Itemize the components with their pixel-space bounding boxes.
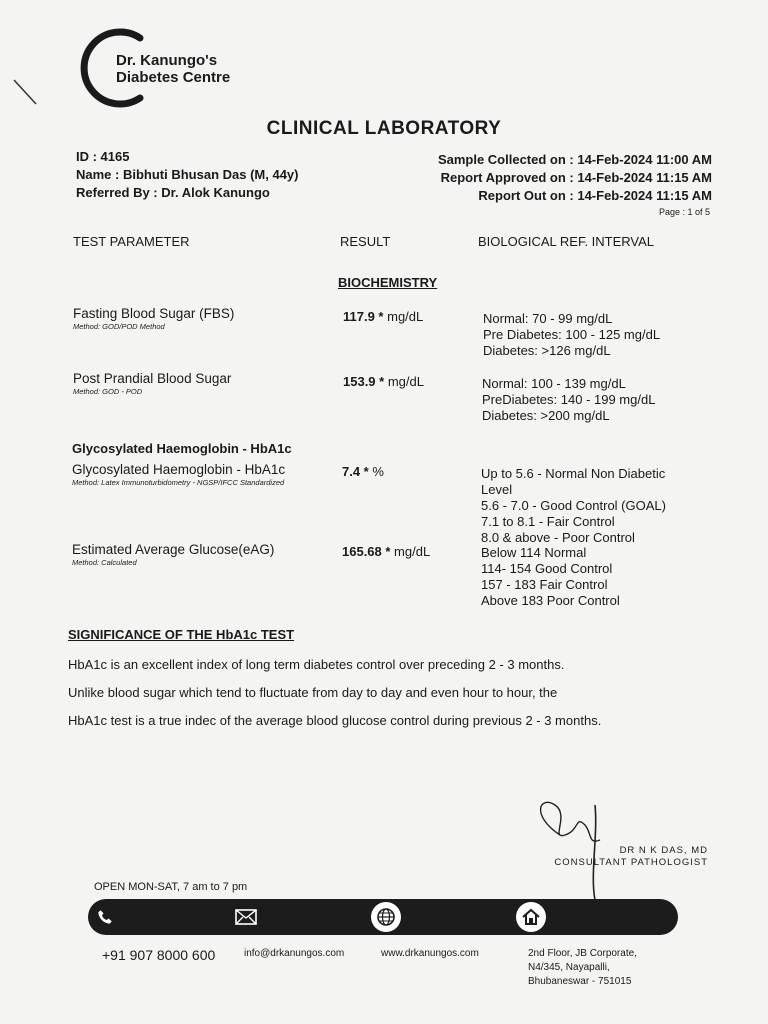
result-unit: mg/dL: [384, 374, 424, 389]
ref-interval: [481, 466, 666, 546]
ref-line: Diabetes: >126 mg/dL: [483, 343, 611, 358]
significance-line: Unlike blood sugar which tend to fluctuate from day to day and even hour to hour, the: [68, 685, 558, 700]
address-line: Bhubaneswar - 751015: [528, 976, 632, 987]
address-line: N4/345, Nayapalli,: [528, 962, 610, 973]
result-value: 153.9 *: [343, 374, 385, 389]
report-out: Report Out on : 14-Feb-2024 11:15 AM: [478, 188, 712, 203]
ref-interval: [482, 376, 655, 424]
significance-line: HbA1c is an excellent index of long term diabetes control over preceding 2 - 3 months.: [68, 657, 565, 672]
test-row: [72, 462, 285, 487]
logo-line-1: Dr. Kanungo's: [116, 52, 218, 69]
pen-mark-icon: [12, 78, 42, 108]
ref-line: Up to 5.6 - Normal Non Diabetic: [481, 466, 666, 481]
email-link[interactable]: info@drkanungos.com: [244, 948, 345, 959]
ref-line: Above 183 Poor Control: [481, 593, 620, 608]
test-method: Method: GOD/POD Method: [73, 322, 165, 331]
col-header-parameter: TEST PARAMETER: [73, 234, 190, 249]
ref-line: 8.0 & above - Poor Control: [481, 530, 635, 545]
group-title: Glycosylated Haemoglobin - HbA1c: [72, 441, 292, 456]
page-number: Page : 1 of 5: [658, 207, 710, 217]
result-value: 117.9 *: [343, 309, 384, 324]
logo: [78, 28, 258, 108]
logo-line-2: Diabetes Centre: [116, 69, 231, 86]
address: [528, 947, 637, 989]
page-title: CLINICAL LABORATORY: [266, 118, 502, 139]
test-row: [72, 542, 274, 567]
ref-line: 157 - 183 Fair Control: [481, 577, 608, 592]
result-value: 165.68 *: [342, 544, 391, 559]
opening-hours: OPEN MON-SAT, 7 am to 7 pm: [94, 881, 248, 893]
test-name: Glycosylated Haemoglobin - HbA1c: [72, 462, 286, 477]
test-row: [73, 306, 234, 331]
test-name: Estimated Average Glucose(eAG): [72, 542, 275, 557]
section-title: BIOCHEMISTRY: [338, 275, 438, 290]
signatory: [518, 845, 708, 869]
referred-by: Referred By : Dr. Alok Kanungo: [76, 185, 270, 200]
globe-icon: [371, 902, 401, 932]
test-result: [343, 309, 423, 324]
signatory-title: CONSULTANT PATHOLOGIST: [554, 857, 708, 868]
phone-icon: [90, 902, 120, 932]
test-method: Method: Latex Immunoturbidometry - NGSP/IFCC Standardized: [72, 478, 285, 487]
test-method: Method: Calculated: [72, 558, 137, 567]
ref-line: Diabetes: >200 mg/dL: [482, 408, 610, 423]
ref-line: 5.6 - 7.0 - Good Control (GOAL): [481, 498, 666, 513]
report-dates: [438, 151, 712, 205]
test-row: [73, 371, 231, 396]
mail-icon: [231, 902, 261, 932]
result-unit: mg/dL: [390, 544, 431, 559]
test-result: [342, 544, 430, 559]
result-value: 7.4 *: [342, 464, 369, 479]
ref-line: PreDiabetes: 140 - 199 mg/dL: [482, 392, 656, 407]
patient-info: [76, 148, 298, 202]
patient-id: ID : 4165: [76, 149, 130, 164]
ref-line: Level: [481, 482, 513, 497]
ref-line: Normal: 100 - 139 mg/dL: [482, 376, 626, 391]
patient-name: Name : Bibhuti Bhusan Das (M, 44y): [76, 167, 299, 182]
test-name: Fasting Blood Sugar (FBS): [73, 306, 235, 321]
ref-interval: [483, 311, 660, 359]
result-unit: %: [368, 464, 384, 479]
ref-line: 114- 154 Good Control: [481, 561, 613, 576]
significance-title: SIGNIFICANCE OF THE HbA1c TEST: [68, 627, 295, 642]
sample-collected: Sample Collected on : 14-Feb-2024 11:00 AM: [437, 152, 712, 167]
significance-line: HbA1c test is a true indec of the average blood glucose control during previous 2 - 3 months.: [68, 713, 602, 728]
phone-number[interactable]: +91 907 8000 600: [102, 947, 216, 963]
test-method: Method: GOD - POD: [73, 387, 143, 396]
address-line: 2nd Floor, JB Corporate,: [528, 948, 637, 959]
ref-line: Below 114 Normal: [481, 545, 587, 560]
ref-line: 7.1 to 8.1 - Fair Control: [481, 514, 615, 529]
test-result: [343, 374, 424, 389]
signatory-name: DR N K DAS, MD: [619, 845, 708, 856]
ref-line: Pre Diabetes: 100 - 125 mg/dL: [483, 327, 661, 342]
website-link[interactable]: www.drkanungos.com: [381, 948, 479, 959]
col-header-result: RESULT: [340, 234, 391, 249]
report-approved: Report Approved on : 14-Feb-2024 11:15 AM: [440, 170, 712, 185]
test-name: Post Prandial Blood Sugar: [73, 371, 232, 386]
result-unit: mg/dL: [383, 309, 424, 324]
ref-line: Normal: 70 - 99 mg/dL: [483, 311, 613, 326]
home-icon: [516, 902, 546, 932]
ref-interval: [481, 545, 620, 609]
col-header-interval: BIOLOGICAL REF. INTERVAL: [478, 234, 655, 249]
contact-bar: [88, 899, 678, 935]
test-result: [342, 464, 384, 479]
